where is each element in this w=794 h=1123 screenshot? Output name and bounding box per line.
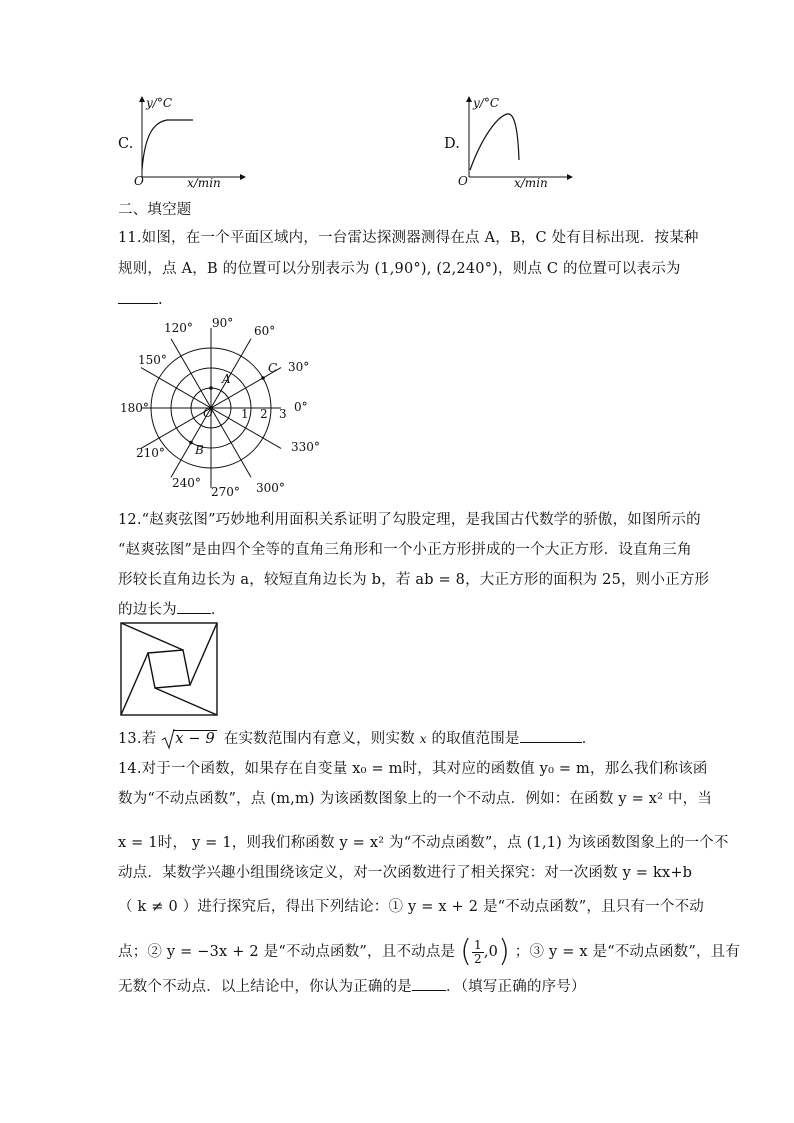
point-c	[261, 376, 265, 380]
triangle-line-2	[190, 623, 217, 685]
option-d-y-axis-label: y/°C	[473, 96, 500, 110]
q13-end: ．	[581, 731, 597, 747]
left-paren: (	[460, 934, 472, 969]
q13-sqrt	[161, 724, 217, 754]
angle-label-60: 60°	[254, 324, 276, 338]
q12-answer-blank[interactable]	[177, 595, 211, 614]
triangle-line-4	[121, 653, 148, 715]
angle-label-180: 180°	[120, 401, 149, 415]
option-c-x-axis-label: x/min	[187, 176, 221, 190]
angle-label-0: 0°	[294, 400, 308, 414]
point-o-label: O	[203, 406, 213, 420]
angle-label-30: 30°	[288, 360, 310, 374]
option-c-label: C.	[118, 136, 134, 152]
q14-line2: 数为“不动点函数”，点 (m,m) 为该函数图象上的一个不动点．例如：在函数 y = x² 中，当	[118, 791, 713, 807]
q11-line3	[118, 285, 163, 315]
q12-line3: 形较长直角边长为 a，较短直角边长为 b，若 ab = 8，大正方形的面积为 25，则小正方形	[118, 572, 710, 588]
angle-label-150: 150°	[138, 353, 167, 367]
q12-zhao-shuang-figure	[118, 620, 220, 718]
q14-line7-end: ．（填写正确的序号）	[446, 979, 586, 995]
triangle-line-3	[155, 688, 217, 715]
q13-line	[118, 724, 596, 754]
q12-line4-end: ．	[210, 602, 226, 618]
q14-line6-a: 点；② y = −3x + 2 是“不动点函数”，且不动点是	[118, 944, 456, 960]
option-d-label: D.	[444, 136, 461, 152]
angle-label-210: 210°	[136, 446, 165, 460]
radius-label-3: 3	[279, 407, 287, 421]
q11-line3-end: .	[158, 292, 163, 308]
q13-var: x	[419, 732, 427, 746]
point-b-label: B	[195, 443, 204, 457]
q13-middle: 在实数范围内有意义，则实数	[223, 731, 415, 747]
q12-line2: “赵爽弦图”是由四个全等的直角三角形和一个小正方形拼成的一个大正方形．设直角三角	[118, 542, 692, 558]
option-d-x-axis-label: x/min	[514, 176, 548, 190]
triangle-line-1	[121, 623, 183, 650]
right-paren: )	[498, 934, 510, 969]
angle-label-270: 270°	[211, 485, 240, 499]
angle-label-240: 240°	[172, 476, 201, 490]
q14-line1: 14.对于一个函数，如果存在自变量 x₀ = m时，其对应的函数值 y₀ = m，那么我们称该函	[118, 761, 708, 777]
point-c-label: C	[268, 361, 278, 375]
radius-label-1: 1	[241, 407, 249, 421]
small-square	[148, 650, 190, 688]
frac-denominator: 2	[473, 951, 482, 966]
option-c-curve	[142, 120, 193, 170]
q11-line2: 规则，点 A，B 的位置可以分别表示为 (1,90°), (2,240°)，则点 C 的位置可以表示为	[118, 261, 681, 277]
q13-suffix: 的取值范围是	[431, 731, 520, 747]
angle-label-120: 120°	[164, 321, 193, 335]
q14-line5: （ k ≠ 0 ）进行探究后，得出下列结论：① y = x + 2 是“不动点函数”，且只有一个不动	[118, 899, 704, 915]
q13-answer-blank[interactable]	[520, 724, 582, 743]
big-square	[121, 623, 217, 715]
q13-prefix: 13.若	[118, 731, 157, 747]
q14-fraction	[472, 939, 484, 966]
q13-radicand: x − 9	[175, 731, 215, 747]
point-a-label: A	[222, 372, 231, 386]
point-b	[189, 441, 193, 445]
q12-line1: 12.“赵爽弦图”巧妙地利用面积关系证明了勾股定理，是我国古代数学的骄傲，如图所示的	[118, 512, 701, 528]
option-c-origin: O	[134, 174, 144, 188]
sqrt-sign-icon	[161, 728, 175, 750]
q11-answer-blank[interactable]	[118, 285, 158, 304]
frac-numerator: 1	[473, 937, 482, 952]
q14-line4: 动点．某数学兴趣小组围绕该定义，对一次函数进行了相关探究：对一次函数 y = kx+b	[118, 865, 693, 881]
q11-line1: 11.如图，在一个平面区域内，一台雷达探测器测得在点 A，B，C 处有目标出现．按某种	[118, 230, 699, 246]
angle-label-300: 300°	[256, 481, 285, 495]
q14-line6-b: ；③ y = x 是“不动点函数”，且有	[514, 944, 741, 960]
angle-label-90: 90°	[212, 316, 234, 330]
point-a	[209, 386, 213, 390]
option-c-y-axis-label: y/°C	[146, 96, 173, 110]
q14-line7	[118, 972, 586, 1002]
angle-label-330: 330°	[291, 440, 320, 454]
q14-line3: x = 1时， y = 1，则我们称函数 y = x² 为“不动点函数”，点 (1,1) 为该函数图象上的一个不	[118, 835, 729, 851]
q14-line6	[118, 932, 740, 972]
q14-comma-zero: ,0	[483, 944, 499, 960]
q14-line7-start: 无数个不动点．以上结论中，你认为正确的是	[118, 979, 412, 995]
q14-answer-blank[interactable]	[412, 972, 446, 991]
option-d-curve	[470, 114, 519, 170]
option-d-origin: O	[458, 174, 468, 188]
section-title: 二、填空题	[118, 202, 192, 218]
radius-label-2: 2	[260, 407, 268, 421]
q12-line4-start: 的边长为	[118, 602, 177, 618]
